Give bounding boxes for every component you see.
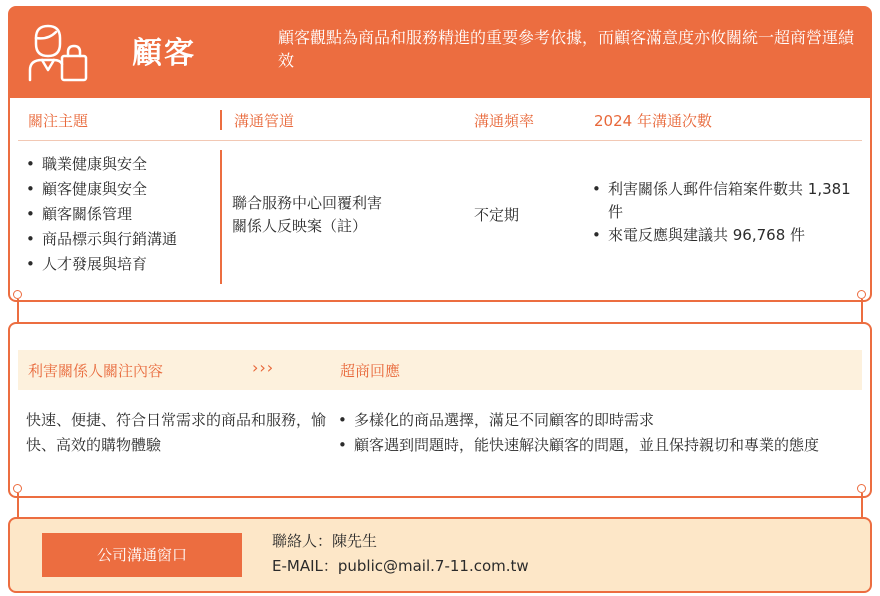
contact-info — [272, 529, 529, 579]
customer-shopping-bag-icon — [26, 22, 90, 82]
page-title: 顧客 — [132, 36, 196, 71]
header-divider — [18, 140, 862, 141]
arrow-right-icon: ››› — [252, 358, 275, 377]
connector-dot — [13, 484, 22, 493]
concern-label: 利害關係人關注內容 — [28, 362, 164, 380]
column-header-channel: 溝通管道 — [234, 112, 295, 130]
list-item: • 多樣化的商品選擇，滿足不同顧客的即時需求 — [334, 408, 854, 433]
connector-line — [17, 493, 19, 519]
connector-line — [861, 493, 863, 519]
list-item: • 顧客關係管理 — [22, 202, 177, 227]
section-header — [8, 6, 872, 98]
header-description: 顧客觀點為商品和服務精進的重要參考依據，而顧客滿意度亦攸關統一超商營運績效 — [278, 28, 855, 70]
communication-table — [8, 98, 872, 302]
list-item: • 利害關係人郵件信箱案件數共 1,381 件 — [588, 178, 870, 224]
connector-dot — [857, 484, 866, 493]
contact-email[interactable]: E-MAIL：public@mail.7-11.com.tw — [272, 557, 529, 575]
list-item: • 來電反應與建議共 96,768 件 — [588, 224, 870, 247]
topic-list — [22, 152, 177, 277]
list-item: • 人才發展與培育 — [22, 252, 177, 277]
concern-content: 快速、便捷、符合日常需求的商品和服務，愉快、高效的購物體驗 — [26, 411, 327, 454]
response-list — [334, 408, 854, 458]
count-list — [588, 178, 870, 247]
column-header-count: 2024 年溝通次數 — [594, 112, 712, 130]
concern-response-section — [8, 322, 872, 498]
contact-section — [8, 517, 872, 593]
concern-band — [18, 350, 862, 390]
list-item: • 顧客健康與安全 — [22, 177, 177, 202]
list-item: • 顧客遇到問題時，能快速解決顧客的問題，並且保持親切和專業的態度 — [334, 433, 854, 458]
list-item: • 商品標示與行銷溝通 — [22, 227, 177, 252]
column-header-frequency: 溝通頻率 — [474, 112, 535, 130]
contact-person: 聯絡人：陳先生 — [272, 532, 378, 550]
contact-window-button[interactable]: 公司溝通窗口 — [42, 533, 242, 577]
connector-dot — [857, 290, 866, 299]
column-header-topic: 關注主題 — [28, 112, 89, 130]
column-divider — [220, 150, 222, 284]
channel-cell: 聯合服務中心回覆利害 關係人反映案（註） — [232, 194, 383, 235]
list-item: • 職業健康與安全 — [22, 152, 177, 177]
connector-dot — [13, 290, 22, 299]
column-divider — [220, 110, 222, 130]
response-label: 超商回應 — [340, 362, 401, 380]
frequency-cell: 不定期 — [474, 206, 520, 224]
